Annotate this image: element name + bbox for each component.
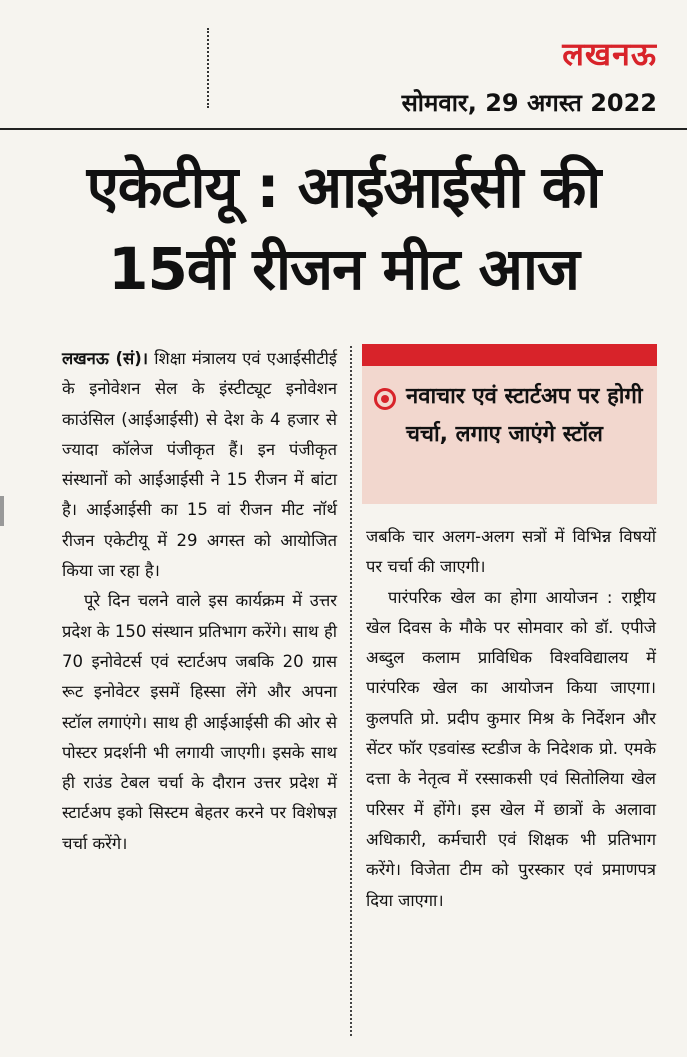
page-edge-mark	[0, 496, 4, 526]
headline	[20, 146, 667, 310]
article-paragraph-2: पूरे दिन चलने वाले इस कार्यक्रम में उत्तर प्रदेश के 150 संस्थान प्रतिभाग करेंगे। साथ ही 70 इनोवेटर्स एवं स्टार्टअप जबकि 20 ग्रास रूट इनोवेटर इसमें हिस्सा लेंगे और अपना स्टॉल लगाएंगे। साथ ही आईआईसी की ओर से पोस्टर प्रदर्शनी भी लगायी जाएगी। इसके साथ ही राउंड टेबल चर्चा के दौरान उत्तर प्रदेश में स्टार्टअप इको सिस्टम बेहतर करने पर विशेषज्ञ चर्चा करेंगे।	[62, 591, 337, 853]
article-column-right	[366, 522, 656, 916]
callout-box	[362, 344, 657, 504]
article-column-left	[62, 344, 337, 859]
callout-text: नवाचार एवं स्टार्टअप पर होगी चर्चा, लगाए जाएंगे स्टॉल	[406, 384, 643, 447]
paragraph-1-text: शिक्षा मंत्रालय एवं एआईसीटीई के इनोवेशन सेल के इंस्टीट्यूट इनोवेशन काउंसिल (आईआईसी) से देश के 4 हजार से ज्यादा कॉलेज पंजीकृत हैं। इन पंजीकृत संस्थानों को आईआईसी ने 15 रीजन में बांटा है। आईआईसी का 15 वां रीजन मीट नॉर्थ रीजन एकेटीयू में 29 अगस्त को आयोजित किया जा रहा है।	[62, 349, 338, 581]
masthead-dotted-divider	[207, 28, 209, 108]
headline-line-1: एकेटीयू : आईआईसी की	[86, 153, 601, 221]
masthead-date: सोमवार, 29 अगस्त 2022	[401, 89, 657, 117]
article-paragraph-3: जबकि चार अलग-अलग सत्रों में विभिन्न विषयों पर चर्चा की जाएगी।	[366, 527, 656, 577]
article-paragraph-4: पारंपरिक खेल का होगा आयोजन : राष्ट्रीय खेल दिवस के मौके पर सोमवार को डॉ. एपीजे अब्दुल कलाम प्राविधिक विश्वविद्यालय में पारंपरिक खेल का आयोजन किया जाएगा। कुलपति प्रो. प्रदीप कुमार मिश्र के निर्देशन और सेंटर फॉर एडवांस्ड स्टडीज के निदेशक प्रो. एमके दत्ता के नेतृत्व में रस्साकसी एवं सितोलिया खेल परिसर में होंगे। इस खेल में छात्रों के अलावा अधिकारी, कर्मचारी एवं शिक्षक भी प्रतिभाग करेंगे। विजेता टीम को पुरस्कार एवं प्रमाणपत्र दिया जाएगा।	[366, 587, 656, 910]
headline-line-2: 15वीं रीजन मीट आज	[108, 235, 579, 303]
column-divider	[350, 346, 352, 1036]
masthead-city: लखनऊ	[562, 35, 657, 73]
target-bullet-icon	[374, 388, 396, 410]
masthead-rule	[0, 128, 687, 130]
byline: लखनऊ (सं)।	[62, 349, 149, 368]
callout-red-bar	[362, 344, 657, 366]
article-paragraph-1	[62, 344, 337, 586]
